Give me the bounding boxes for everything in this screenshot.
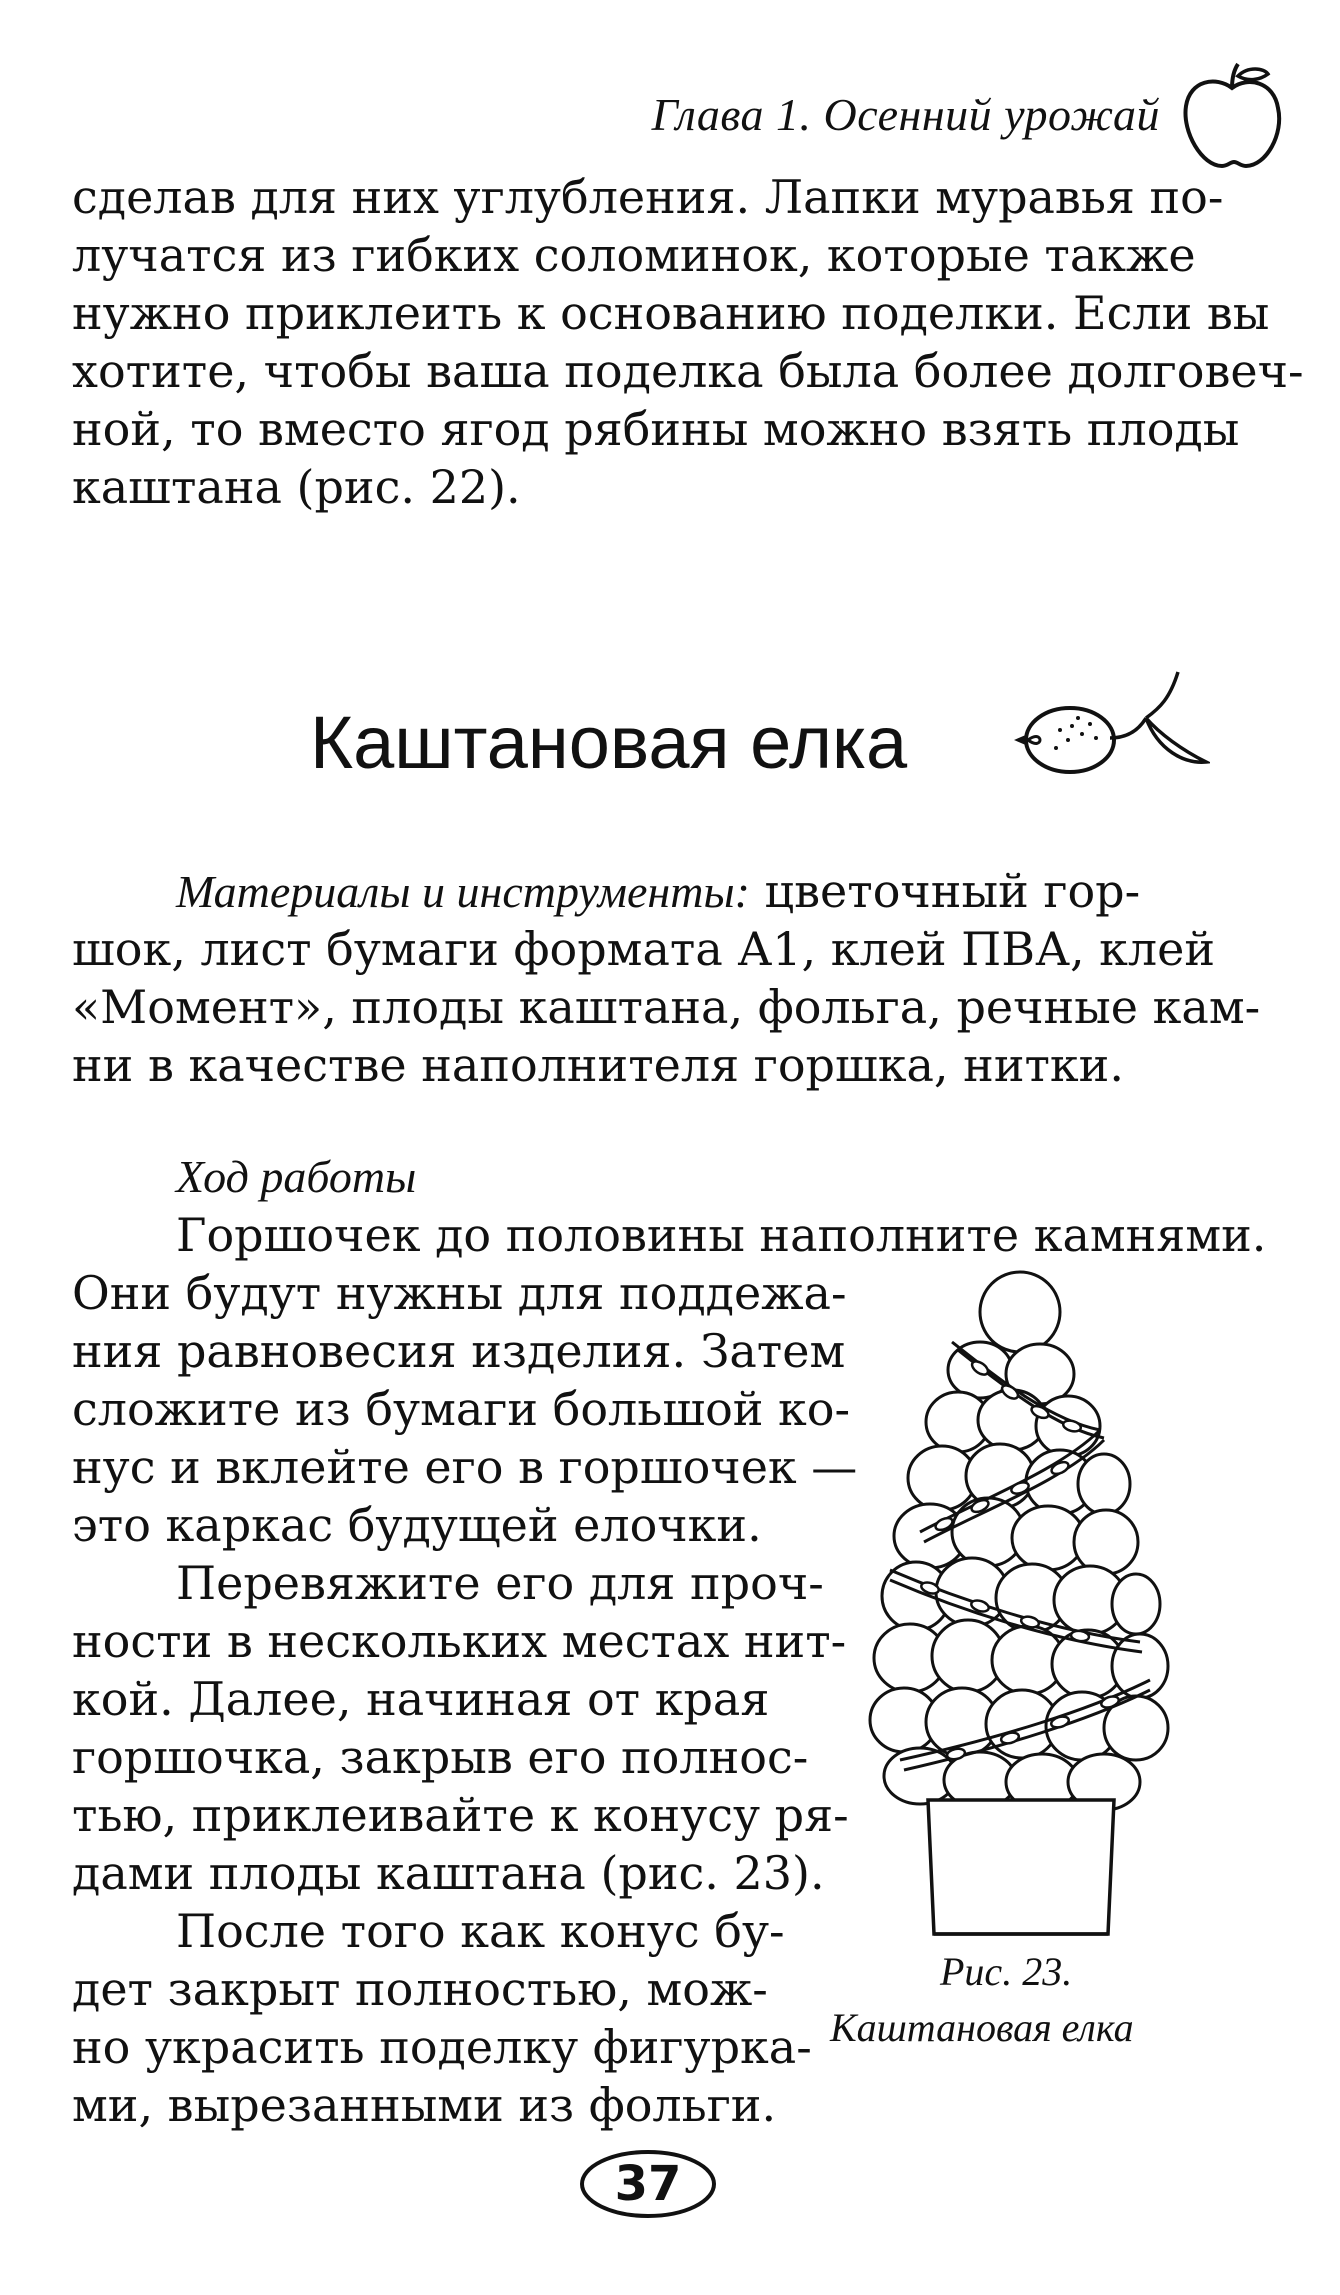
intro-line: хотите, чтобы ваша поделка была более долговеч- (72, 344, 1304, 398)
procedure-line: горшочка, закрыв его полнос- (72, 1730, 809, 1784)
procedure-line: кой. Далее, начиная от края (72, 1672, 770, 1726)
chestnut-tree-illustration (860, 1270, 1180, 1940)
intro-line: ной, то вместо ягод рябины можно взять плоды (72, 402, 1240, 456)
figure-caption-title: Каштановая елка (830, 2005, 1134, 2050)
intro-line: нужно приклеить к основанию поделки. Если вы (72, 286, 1270, 340)
apple-icon (1176, 62, 1288, 172)
page-number: 37 (614, 2156, 682, 2212)
procedure-line: это каркас будущей елочки. (72, 1498, 762, 1552)
procedure-line: ния равновесия изделия. Затем (72, 1324, 846, 1378)
materials-text: цветочный гор- (749, 864, 1141, 918)
procedure-line: Горшочек до половины наполните камнями. (176, 1208, 1267, 1262)
materials-line: шок, лист бумаги формата А1, клей ПВА, клей (72, 922, 1216, 976)
procedure-line: ности в нескольких местах нит- (72, 1614, 847, 1668)
materials-line: ни в качестве наполнителя горшка, нитки. (72, 1038, 1124, 1092)
procedure-line: Они будут нужны для поддежа- (72, 1266, 847, 1320)
procedure-line: тью, приклеивайте к конусу ря- (72, 1788, 849, 1842)
procedure-line: но украсить поделку фигурка- (72, 2020, 812, 2074)
procedure-line: После того как конус бу- (176, 1904, 785, 1958)
materials-line: «Момент», плоды каштана, фольга, речные кам- (72, 980, 1261, 1034)
section-title: Каштановая елка (310, 701, 908, 784)
figure-caption-number: Рис. 23. (940, 1949, 1073, 1994)
procedure-line: сложите из бумаги большой ко- (72, 1382, 851, 1436)
intro-line: каштана (рис. 22). (72, 460, 521, 514)
procedure-line: нус и вклейте его в горшочек — (72, 1440, 858, 1494)
intro-line: лучатся из гибких соломинок, которые также (72, 228, 1196, 282)
procedure-line: дами плоды каштана (рис. 23). (72, 1846, 825, 1900)
materials-line (176, 862, 1140, 921)
intro-line: сделав для них углубления. Лапки муравья по- (72, 170, 1224, 224)
chestnut-icon (1010, 668, 1210, 786)
procedure-line: Перевяжите его для проч- (176, 1556, 824, 1610)
materials-label: Материалы и инструменты: (176, 866, 750, 917)
running-head: Глава 1. Осенний урожай (651, 89, 1160, 140)
procedure-heading: Ход работы (176, 1151, 417, 1202)
procedure-line: дет закрыт полностью, мож- (72, 1962, 768, 2016)
procedure-line: ми, вырезанными из фольги. (72, 2078, 777, 2132)
